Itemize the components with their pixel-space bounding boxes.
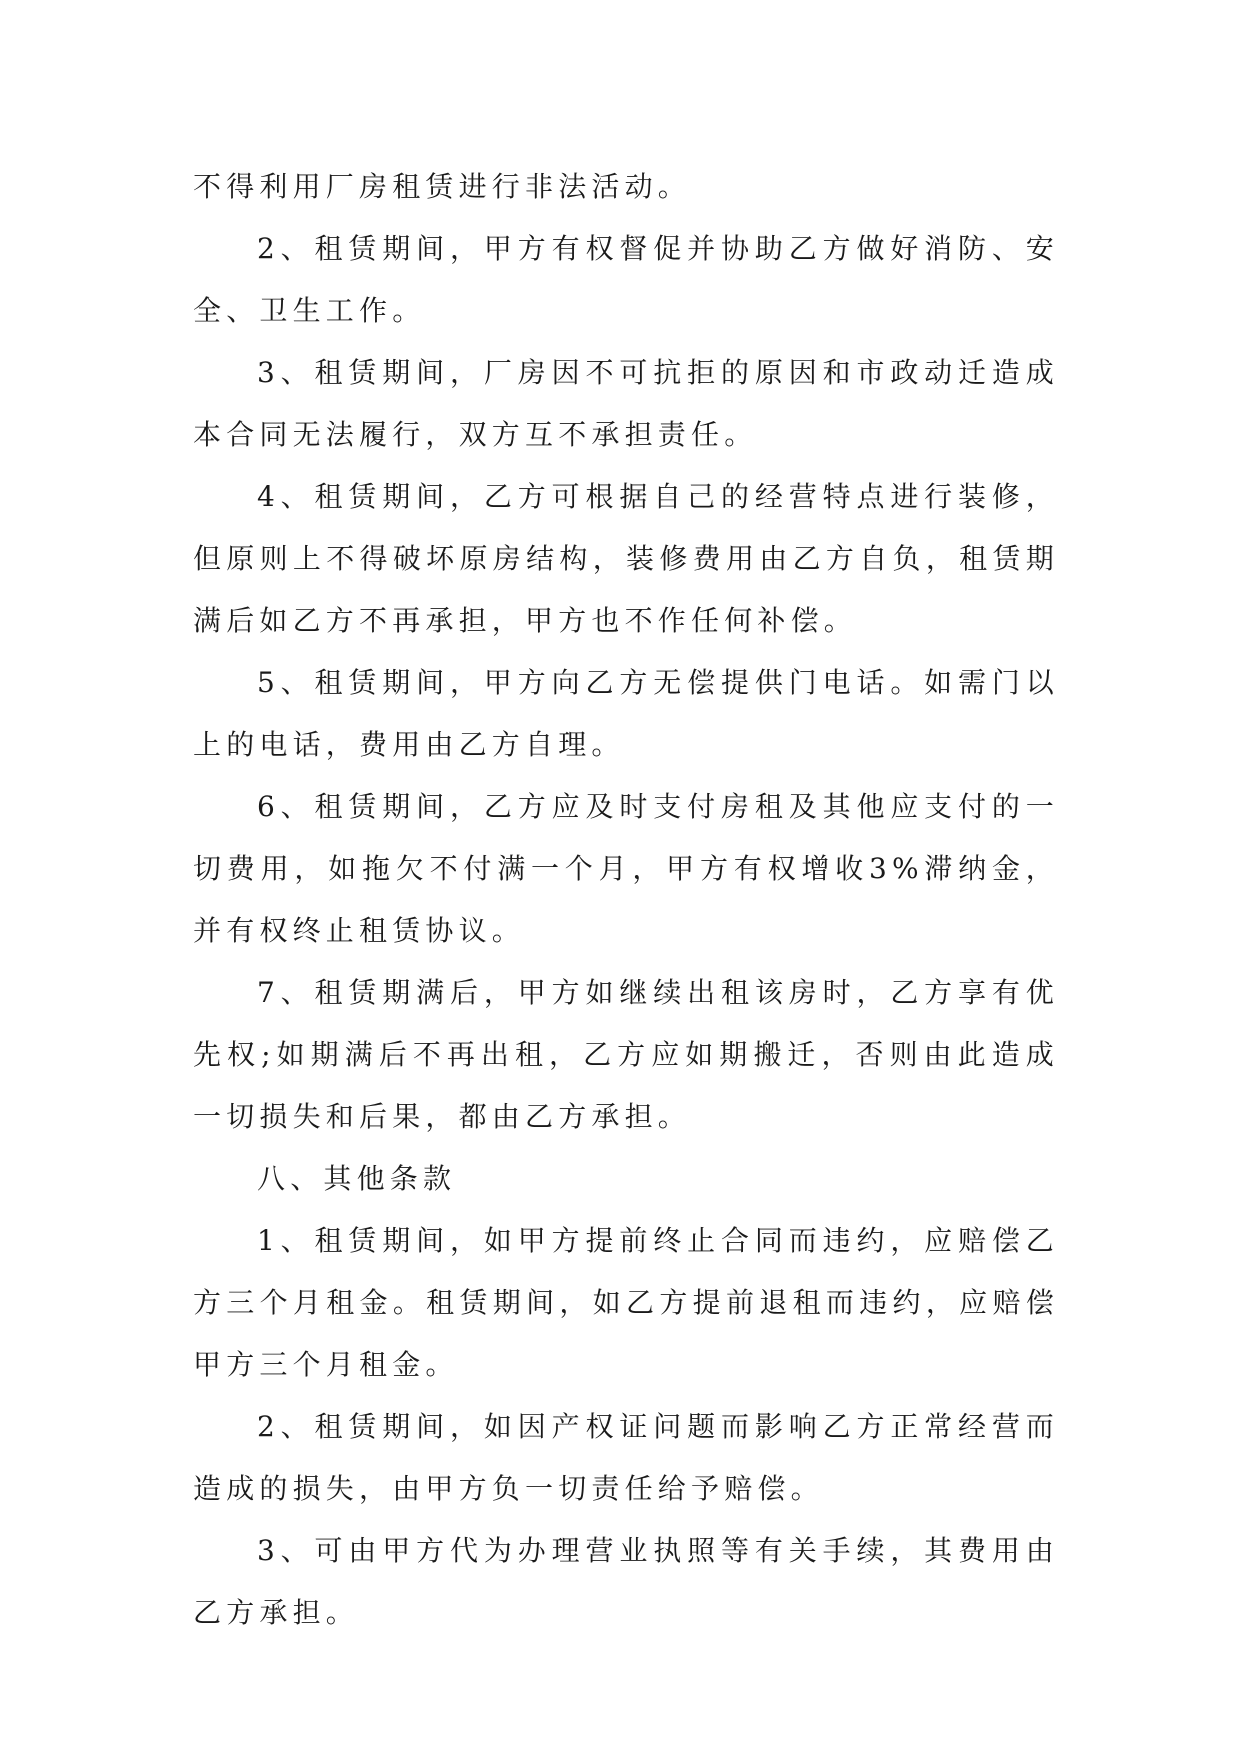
paragraph-clause-3: 3、租赁期间，厂房因不可抗拒的原因和市政动迁造成本合同无法履行，双方互不承担责任。 [193,356,1059,451]
paragraph-clause-2: 2、租赁期间，甲方有权督促并协助乙方做好消防、安全、卫生工作。 [193,232,1059,327]
section-heading-other-terms: 八、其他条款 [257,1162,457,1195]
paragraph-clause-5: 5、租赁期间，甲方向乙方无偿提供门电话。如需门以上的电话，费用由乙方自理。 [193,666,1059,761]
document-body [193,156,1059,1644]
paragraph-other-clause-2: 2、租赁期间，如因产权证问题而影响乙方正常经营而造成的损失，由甲方负一切责任给予赔偿。 [193,1410,1059,1505]
paragraph-clause-7: 7、租赁期满后，甲方如继续出租该房时，乙方享有优先权;如期满后不再出租，乙方应如期搬迁，否则由此造成一切损失和后果，都由乙方承担。 [193,976,1059,1133]
paragraph-clause-6: 6、租赁期间，乙方应及时支付房租及其他应支付的一切费用，如拖欠不付满一个月，甲方有权增收3%滞纳金，并有权终止租赁协议。 [193,790,1059,947]
paragraph-other-clause-1: 1、租赁期间，如甲方提前终止合同而违约，应赔偿乙方三个月租金。租赁期间，如乙方提前退租而违约，应赔偿甲方三个月租金。 [193,1224,1059,1381]
paragraph-other-clause-3: 3、可由甲方代为办理营业执照等有关手续，其费用由乙方承担。 [193,1534,1059,1629]
paragraph-clause-4: 4、租赁期间，乙方可根据自己的经营特点进行装修，但原则上不得破坏原房结构，装修费用由乙方自负，租赁期满后如乙方不再承担，甲方也不作任何补偿。 [193,480,1059,637]
paragraph-continuation: 不得利用厂房租赁进行非法活动。 [193,170,692,203]
